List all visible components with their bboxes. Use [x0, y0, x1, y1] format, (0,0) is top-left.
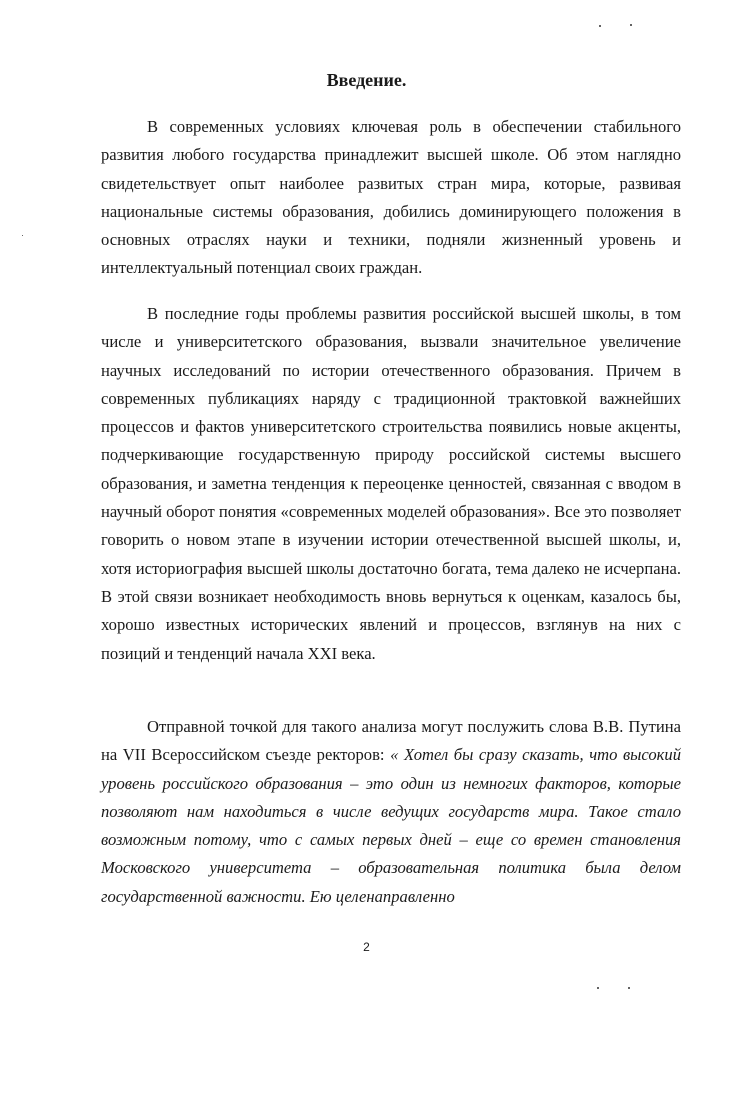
scan-speck	[599, 25, 601, 27]
page-title: Введение.	[326, 70, 407, 90]
paragraph-1: В современных условиях ключевая роль в обеспечении стабильного развития любого государства принадлежит высшей школе. Об этом наглядно свидетельствует опыт наиболее развитых стран мира, которые, развивая национальные системы образования, добились доминирующего положения в основных отраслях науки и техники, подняли жизненный уровень и интеллектуальный потенциал своих граждан.	[101, 117, 681, 278]
quote-intro: Отправной точкой для такого анализа могут послужить слова В.В. Путина на VII Всероссийском съезде ректоров:	[101, 717, 681, 765]
scan-speck	[22, 235, 23, 236]
scan-speck	[628, 987, 630, 989]
page-number: 2	[363, 940, 370, 954]
scan-speck	[597, 987, 599, 989]
scan-speck	[630, 24, 632, 26]
quote-text: « Хотел бы сразу сказать, что высокий уровень российского образования – это один из немногих факторов, которые позволяют нам находиться в числе ведущих государств мира. Такое стало возможным потому, что с самых первых дней – еще со времен становления Московского университета – образовательная политика была делом государственной важности. Ею целенаправленно	[101, 745, 681, 906]
paragraph-3	[101, 713, 681, 911]
paragraph-2: В последние годы проблемы развития российской высшей школы, в том числе и университетского образования, вызвали значительное увеличение научных исследований по истории отечественного образования. Причем в современных публикациях наряду с традиционной трактовкой важнейших процессов и фактов университетского строительства появились новые акценты, подчеркивающие государственную природу российской системы высшего образования, и заметна тенденция к переоценке ценностей, связанная с вводом в научный оборот понятия «современных моделей образования». Все это позволяет говорить о новом этапе в изучении истории отечественной высшей школы, и, хотя историография высшей школы достаточно богата, тема далеко не исчерпана. В этой связи возникает необходимость вновь вернуться к оценкам, казалось бы, хорошо известных исторических явлений и процессов, взглянув на них с позиций и тенденций начала XXI века.	[101, 304, 681, 663]
